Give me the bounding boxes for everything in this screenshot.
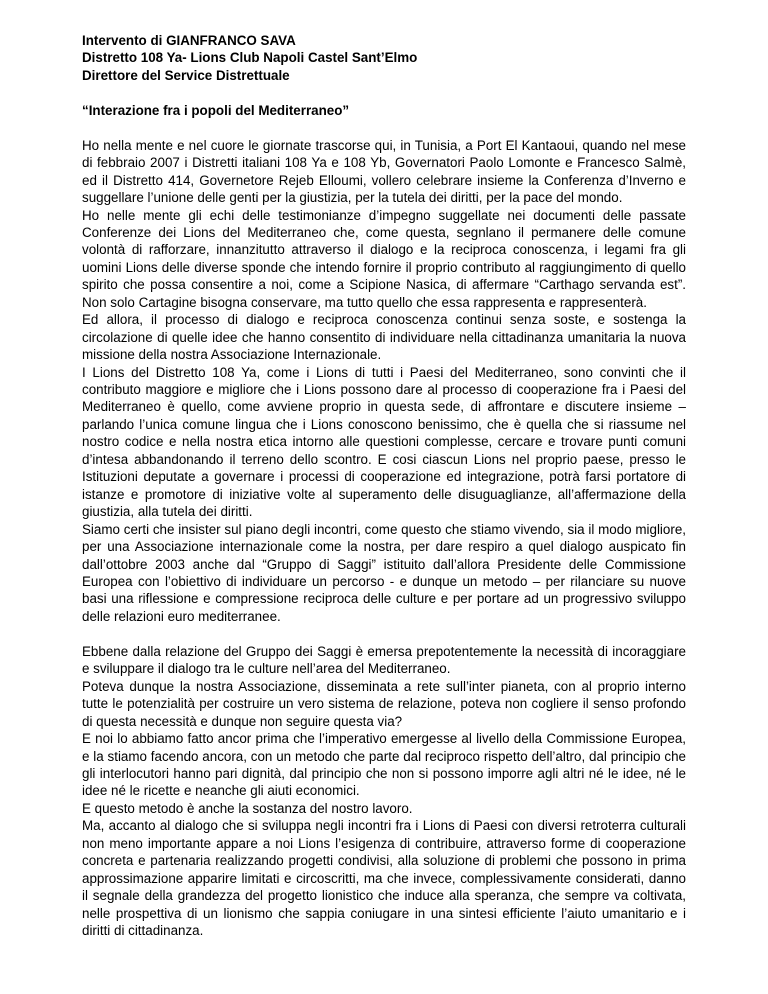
- paragraph: Ed allora, il processo di dialogo e reciproca conoscenza continui senza soste, e sostenga la circolazione di quelle idee che hanno consentito di individuare nella cittadinanza umanitaria la nuova missione della nostra Associazione Internazionale.: [82, 312, 686, 363]
- paragraph: Ebbene dalla relazione del Gruppo dei Saggi è emersa prepotentemente la necessità di incoraggiare e sviluppare il dialogo tra le culture nell’area del Mediterraneo.: [82, 643, 686, 677]
- paragraph: Ho nelle mente gli echi delle testimonianze d’impegno suggellate nei documenti delle passate Conferenze dei Lions del Mediterraneo che, come questa, segnlano il permanere delle comune volontà di rafforzare, innanzitutto attraverso il dialogo e la reciproca conoscenza, i legami fra gli uomini Lions delle diverse sponde che intendo fornire il proprio contributo al raggiungimento di quello spirito che possa consentire a noi, come a Scipione Nasica, di affermare “Carthago servanda est”. Non solo Cartagine bisogna conservare, ma tutto quello che essa rappresenta e rappresenterà.: [82, 207, 686, 310]
- paragraph: E questo metodo è anche la sostanza del nostro lavoro.: [82, 800, 413, 816]
- paragraph: Poteva dunque la nostra Associazione, disseminata a rete sull’inter pianeta, con al proprio interno tutte le potenzialità per costruire un vero sistema de relazione, poteva non cogliere il senso profondo di questa necessità e dunque non seguire questa via?: [82, 678, 686, 729]
- district-line: Distretto 108 Ya- Lions Club Napoli Castel Sant’Elmo: [82, 50, 418, 66]
- paragraph: I Lions del Distretto 108 Ya, come i Lions di tutti i Paesi del Mediterraneo, sono convinti che il contributo maggiore e migliore che i Lions possono dare al processo di cooperazione fra i Paesi del Mediterraneo è quello, come avviene proprio in questa sede, di affrontare e discutere insieme – parlando l’unica comune lingua che i Lions conoscono benissimo, che è quella che si riassume nel nostro codice e nella nostra etica intorno alle questioni complesse, cercare e trovare punti comuni d’intesa abbandonando il terreno dello scontro. E cosi ciascun Lions nel proprio paese, presso le Istituzioni deputate a governare i processi di cooperazione ed integrazione, potrà farsi portatore di istanze e promotore di iniziative volte al superamento delle disuguaglianze, all’affermazione della giustizia, alla tutela dei diritti.: [82, 364, 686, 520]
- paragraph: Siamo certi che insister sul piano degli incontri, come questo che stiamo vivendo, sia il modo migliore, per una Associazione internazionale come la nostra, per dare respiro a quel dialogo auspicato fin dall’ottobre 2003 anche dal “Gruppo di Saggi” istituito dall’allora Presidente delle Commissione Europea con l’obiettivo di individuare un percorso - e dunque un metodo – per rilanciare su nuove basi una riflessione e compressione reciproca delle culture e per portare ad un progressivo sviluppo delle relazioni euro mediterranee.: [82, 521, 686, 624]
- paragraph: E noi lo abbiamo fatto ancor prima che l’imperativo emergesse al livello della Commissione Europea, e la stiamo facendo ancora, con un metodo che parte dal reciproco rispetto dell’altro, dal principio che gli interlocutori hanno pari dignità, dal principio che non si possono imporre agli altri né le idee, né le idee né le ricette e neanche gli aiuti economici.: [82, 731, 686, 799]
- speech-title: “Interazione fra i popoli del Mediterraneo”: [82, 102, 350, 118]
- paragraph: Ho nella mente e nel cuore le giornate trascorse qui, in Tunisia, a Port El Kantaoui, quando nel mese di febbraio 2007 i Distretti italiani 108 Ya e 108 Yb, Governatori Paolo Lomonte e Francesco Salmè, ed il Distretto 414, Governetore Rejeb Elloumi, vollero celebrare insieme la Conferenza d’Inverno e suggellare l’unione delle genti per la giustizia, per la tutela dei diritti, per la pace del mondo.: [82, 137, 686, 206]
- speaker-line: Intervento di GIANFRANCO SAVA: [82, 33, 296, 48]
- section-gap: [82, 625, 686, 642]
- role-line: Direttore del Service Distrettuale: [82, 67, 290, 83]
- paragraph: Ma, accanto al dialogo che si sviluppa negli incontri fra i Lions di Paesi con diversi retroterra culturali non meno importante appare a noi Lions l’esigenza di contribuire, attraverso forme di cooperazione concreta e partenaria realizzando progetti condivisi, alla soluzione di problemi che possono in prima approssimazione apparire limitati e circoscritti, ma che invece, complessivamente considerati, danno il segnale della grandezza del progetto lionistico che induce alla speranza, che sempre va coltivata, nelle prospettiva di un lionismo che sappia coniugare in una sintesi efficiente l’aiuto umanitario e i diritti di cittadinanza.: [82, 818, 686, 939]
- document-body: [82, 32, 686, 940]
